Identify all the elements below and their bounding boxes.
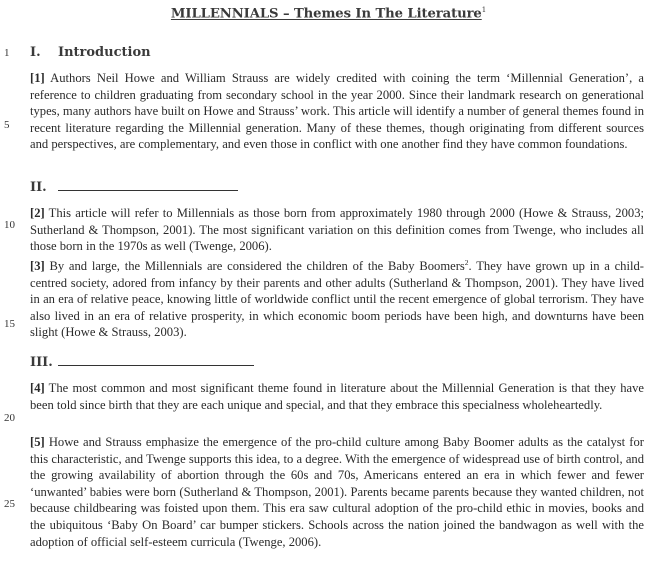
line-number: 5 [4,119,10,131]
line-number: 10 [4,219,15,231]
section-title-blank [58,364,254,366]
section-number: III. [30,355,53,370]
title-footnote-marker: 1 [481,6,487,14]
paragraph-text: The most common and most significant theme found in literature about the Millennial Generation is that they have been told since birth that they are each unique and special, and that they embrace this specialness wholeheartedly. [30,381,644,412]
line-number: 20 [4,412,15,424]
paragraph-text: This article will refer to Millennials as those born from approximately 1980 through 2000 (Howe & Strauss, 2003; Sutherland & Thompson, 2001). The most significant variation on this definition comes from Twenge, who includes all those born in the 1970s as well (Twenge, 2006). [30,206,644,254]
paragraph-1 [30,70,644,153]
paragraph-text: Howe and Strauss emphasize the emergence of the pro-child culture among Baby Boomer adults as the catalyst for this characteristic, and Twenge supports this idea, to a degree. With the emergence of widespread use of birth control, and the growing availability of abortion through the 60s and 70s, Americans entered an era in which fewer and fewer ‘unwanted’ babies were born (Sutherland & Thompson, 2001). Parents became parents because they wanted children, not because childbearing was foisted upon them. This era saw cultural adoption of the pro-child ethic in movies, books and the ubiquitous ‘Baby On Board’ car bumper stickers. Schools across the nation joined the bandwagon as well with the adoption of official self-esteem curricula (Twenge, 2006). [30,435,644,549]
paragraph-5 [30,434,644,550]
section-number: II. [30,180,47,195]
paragraph-marker: [2] [30,206,45,220]
paragraph-marker: [3] [30,259,45,273]
line-number: 25 [4,498,15,510]
paragraph-2 [30,205,644,255]
document-title [0,6,657,21]
line-number: 1 [4,47,10,59]
paragraph-4 [30,380,644,413]
paragraph-marker: [1] [30,71,45,85]
line-number: 15 [4,318,15,330]
paragraph-marker: [5] [30,435,45,449]
section-heading-ii [30,180,238,195]
paragraph-text: By and large, the Millennials are considered the children of the Baby Boomers [44,259,465,273]
section-title-blank [58,189,238,191]
section-heading-introduction [30,45,151,60]
paragraph-3 [30,258,644,341]
section-number: I. [30,45,41,60]
title-text: MILLENNIALS – Themes In The Literature [170,6,482,22]
section-title: Introduction [58,45,151,60]
paragraph-text: Authors Neil Howe and William Strauss are widely credited with coining the term ‘Millennial Generation’, a reference to children graduating from secondary school in the year 2000. Since their landmark research on generational types, many authors have built on Howe and Strauss’ work. This article will identify a number of general themes found in recent literature regarding the Millennial generation. Many of these themes, though originating from different sources and perspectives, are complementary, and even those in conflict with one another find they have common foundations. [30,71,644,152]
paragraph-marker: [4] [30,381,45,395]
paragraph-text-continued: . They have grown up in a child-centred society, adored from infancy by their parents and other adults (Sutherland & Thompson, 2001). They have lived in an era of relative peace, knowing little of worldwide conflict until the recent emergence of global terrorism. They have also lived in an era of relative prosperity, in which economic boom periods have been high, and downturns have been slight (Howe & Strauss, 2003). [30,259,644,340]
footnote-marker: 2 [464,257,469,267]
section-heading-iii [30,355,254,370]
